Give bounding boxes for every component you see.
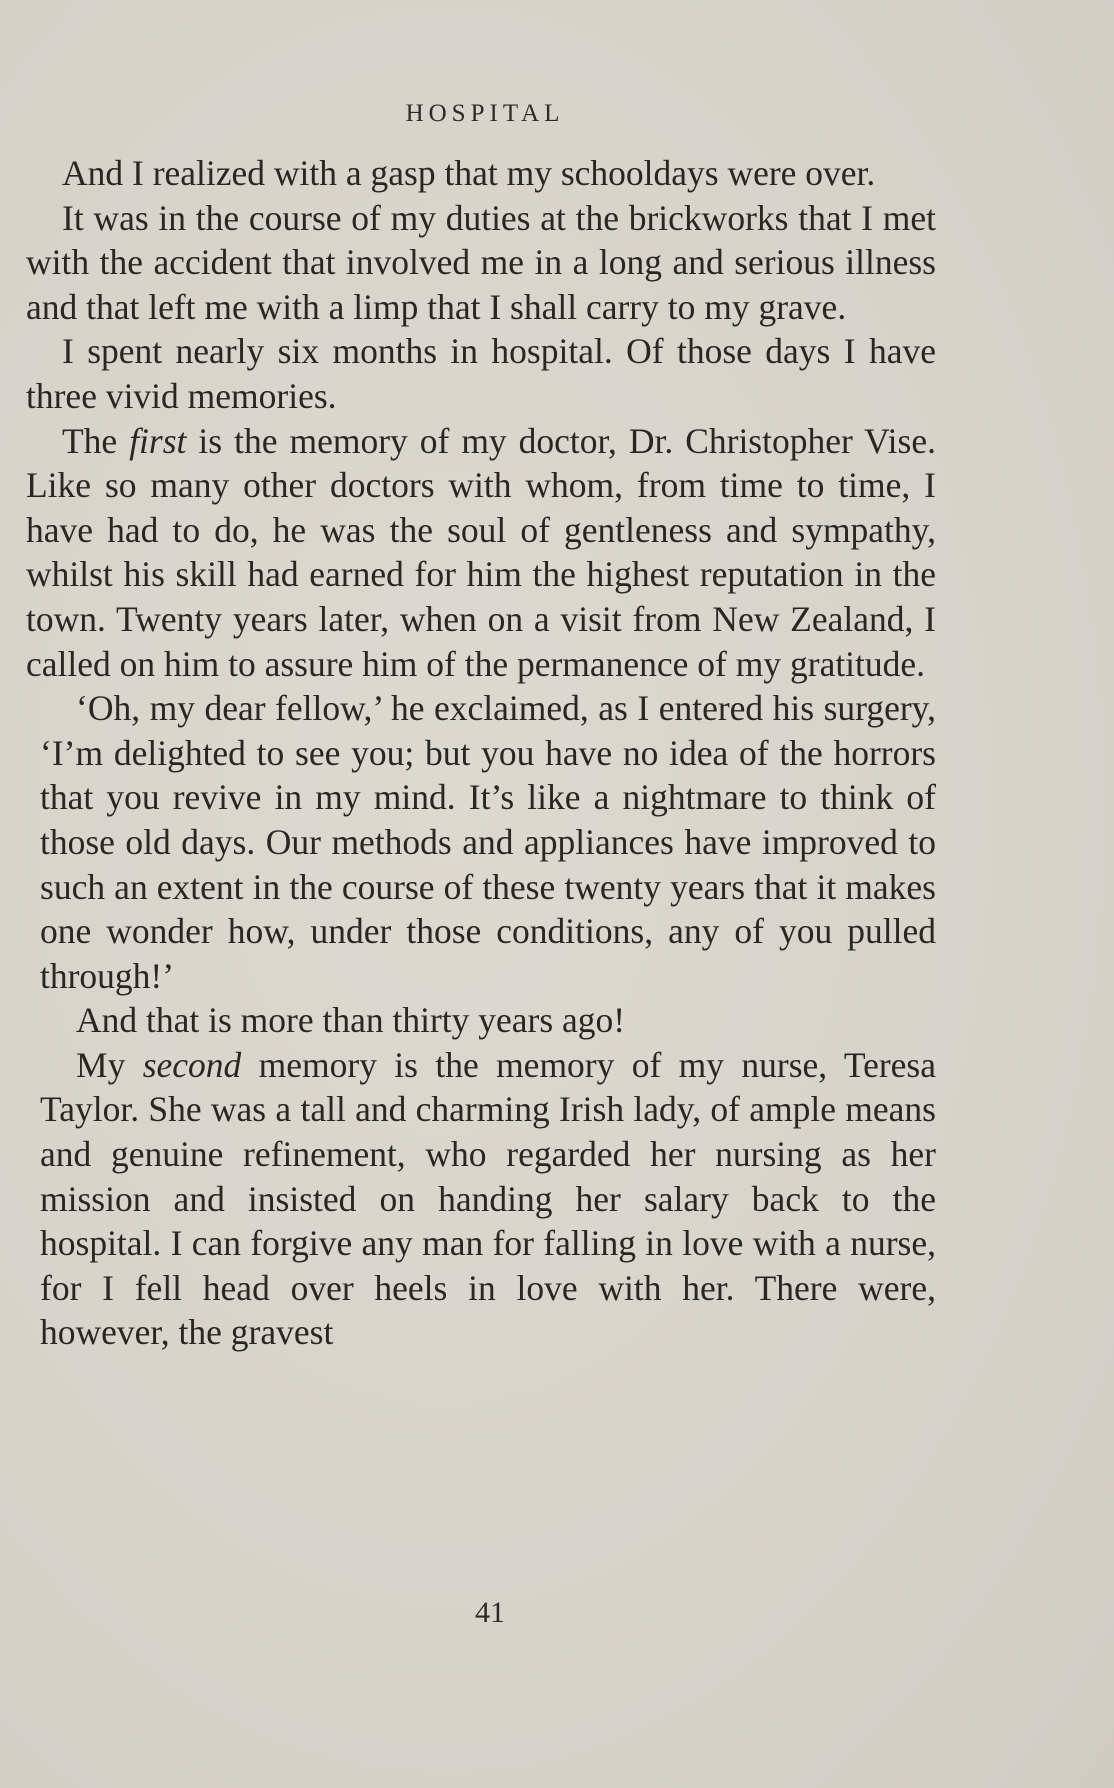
body-text xyxy=(26,151,936,1355)
running-head: HOSPITAL xyxy=(405,100,565,127)
paragraph-7-emphasis: second xyxy=(142,1044,242,1085)
paragraph-6: And that is more than thirty years ago! xyxy=(76,1000,626,1041)
page-number: 41 xyxy=(475,1596,505,1629)
paragraph-7 xyxy=(26,1043,936,1355)
paragraph-7-rest: memory is the memory of my nurse, Teresa Taylor. She was a tall and charming Irish lady, of ample means and genuine refinement, who regarded her nursing as her mission and insisted on handing her salary back to the hospital. I can forgive any man for falling in love with a nurse, for I fell head over heels in love with her. There were, however, the gravest xyxy=(40,1044,936,1353)
paragraph-2: It was in the course of my duties at the brickworks that I met with the accident that involved me in a long and serious illness and that left me with a limp that I shall carry to my grave. xyxy=(26,197,936,327)
paragraph-4 xyxy=(26,419,936,687)
paragraph-1: And I realized with a gasp that my schooldays were over. xyxy=(62,153,876,193)
paragraph-4-emphasis: first xyxy=(129,420,187,461)
paragraph-7-lead: My xyxy=(76,1044,143,1085)
paragraph-5: ‘Oh, my dear fellow,’ he exclaimed, as I entered his surgery, ‘I’m delighted to see you; but you have no idea of the horrors that you revive in my mind. It’s like a nightmare to think of those old days. Our methods and appliances have improved to such an extent in the course of these twenty years that it makes one wonder how, under those conditions, any of you pulled through!’ xyxy=(40,688,936,996)
paragraph-4-lead: The xyxy=(62,420,130,461)
paragraph-3: I spent nearly six months in hospital. Of those days I have three vivid memories. xyxy=(26,331,936,416)
paragraph-4-rest: is the memory of my doctor, Dr. Christopher Vise. Like so many other doctors with whom, from time to time, I have had to do, he was the soul of gentleness and sympathy, whilst his skill had earned for him the highest reputation in the town. Twenty years later, when on a visit from New Zealand, I called on him to assure him of the permanence of my gratitude. xyxy=(26,420,936,684)
